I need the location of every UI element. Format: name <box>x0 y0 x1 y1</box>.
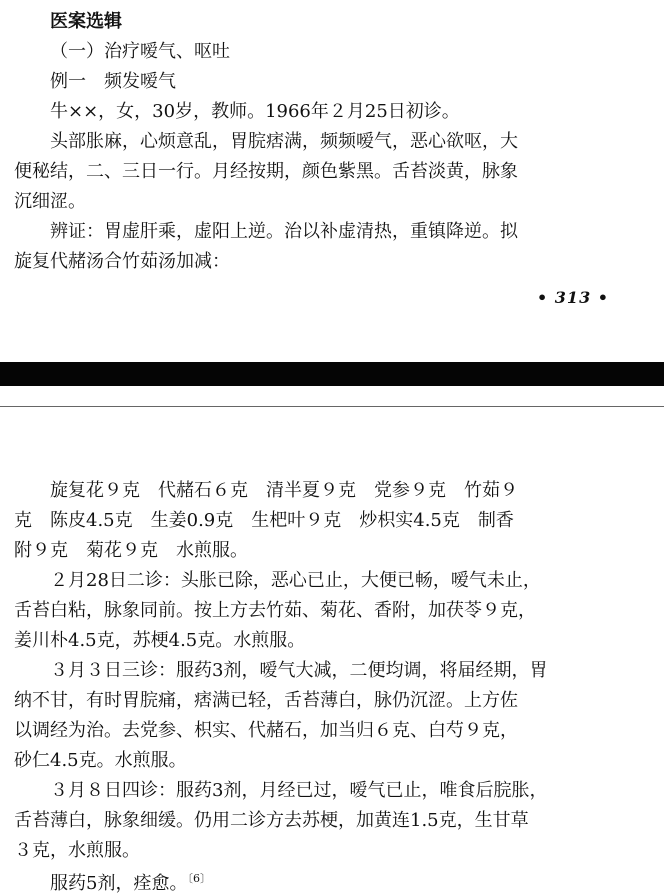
section-title: 医案选辑 <box>50 11 122 32</box>
prescription-line-3: 附９克 菊花９克 水煎服。 <box>14 540 248 561</box>
subsection-heading: （一）治疗嗳气、呕吐 <box>50 41 230 62</box>
outcome-line <box>50 867 211 896</box>
symptoms-line-1: 头部胀麻，心烦意乱，胃脘痞满，频频嗳气，恶心欲呕，大 <box>50 131 518 152</box>
visit4-line-2: 舌苔薄白，脉象细缓。仍用二诊方去苏梗，加黄连1.5克，生甘草 <box>14 810 529 831</box>
visit3-line-1: ３月３日三诊：服药3剂，嗳气大减，二便均调，将届经期，胃 <box>50 660 548 681</box>
scan-rule-line <box>0 406 664 407</box>
visit3-line-3: 以调经为治。去党参、枳实、代赭石，加当归６克、白芍９克， <box>14 720 518 741</box>
page-number: • 313 • <box>537 288 609 307</box>
outcome-text: 服药5剂，痊愈。 <box>50 873 188 894</box>
visit2-line-3: 姜川朴4.5克，苏梗4.5克。水煎服。 <box>14 630 306 651</box>
patient-info: 牛××，女，30岁，教师。1966年２月25日初诊。 <box>50 101 460 122</box>
visit2-line-2: 舌苔白粘，脉象同前。按上方去竹茹、菊花、香附，加茯苓９克， <box>14 600 536 621</box>
book-page-lower <box>0 409 664 894</box>
visit2-line-1: ２月28日二诊：头胀已除，恶心已止，大便已畅，嗳气未止， <box>50 570 541 591</box>
reference-marker: 〔6〕 <box>187 872 211 885</box>
visit4-line-3: ３克，水煎服。 <box>14 840 140 861</box>
symptoms-line-3: 沉细涩。 <box>14 191 86 212</box>
visit4-line-1: ３月８日四诊：服药3剂，月经已过，嗳气已止，唯食后脘胀， <box>50 780 548 801</box>
prescription-line-1: 旋复花９克 代赭石６克 清半夏９克 党参９克 竹茹９ <box>50 480 518 501</box>
symptoms-line-2: 便秘结，二、三日一行。月经按期，颜色紫黑。舌苔淡黄，脉象 <box>14 161 518 182</box>
diagnosis-line-2: 旋复代赭汤合竹茹汤加减： <box>14 251 230 272</box>
visit3-line-4: 砂仁4.5克。水煎服。 <box>14 750 187 771</box>
diagnosis-line-1: 辨证：胃虚肝乘，虚阳上逆。治以补虚清热，重镇降逆。拟 <box>50 221 518 242</box>
prescription-line-2: 克 陈皮4.5克 生姜0.9克 生杷叶９克 炒枳实4.5克 制香 <box>14 510 514 531</box>
case-title: 例一 频发嗳气 <box>50 71 176 92</box>
scan-divider-band <box>0 362 664 386</box>
book-page-upper <box>0 0 664 362</box>
visit3-line-2: 纳不甘，有时胃脘痛，痞满已轻，舌苔薄白，脉仍沉涩。上方佐 <box>14 690 518 711</box>
